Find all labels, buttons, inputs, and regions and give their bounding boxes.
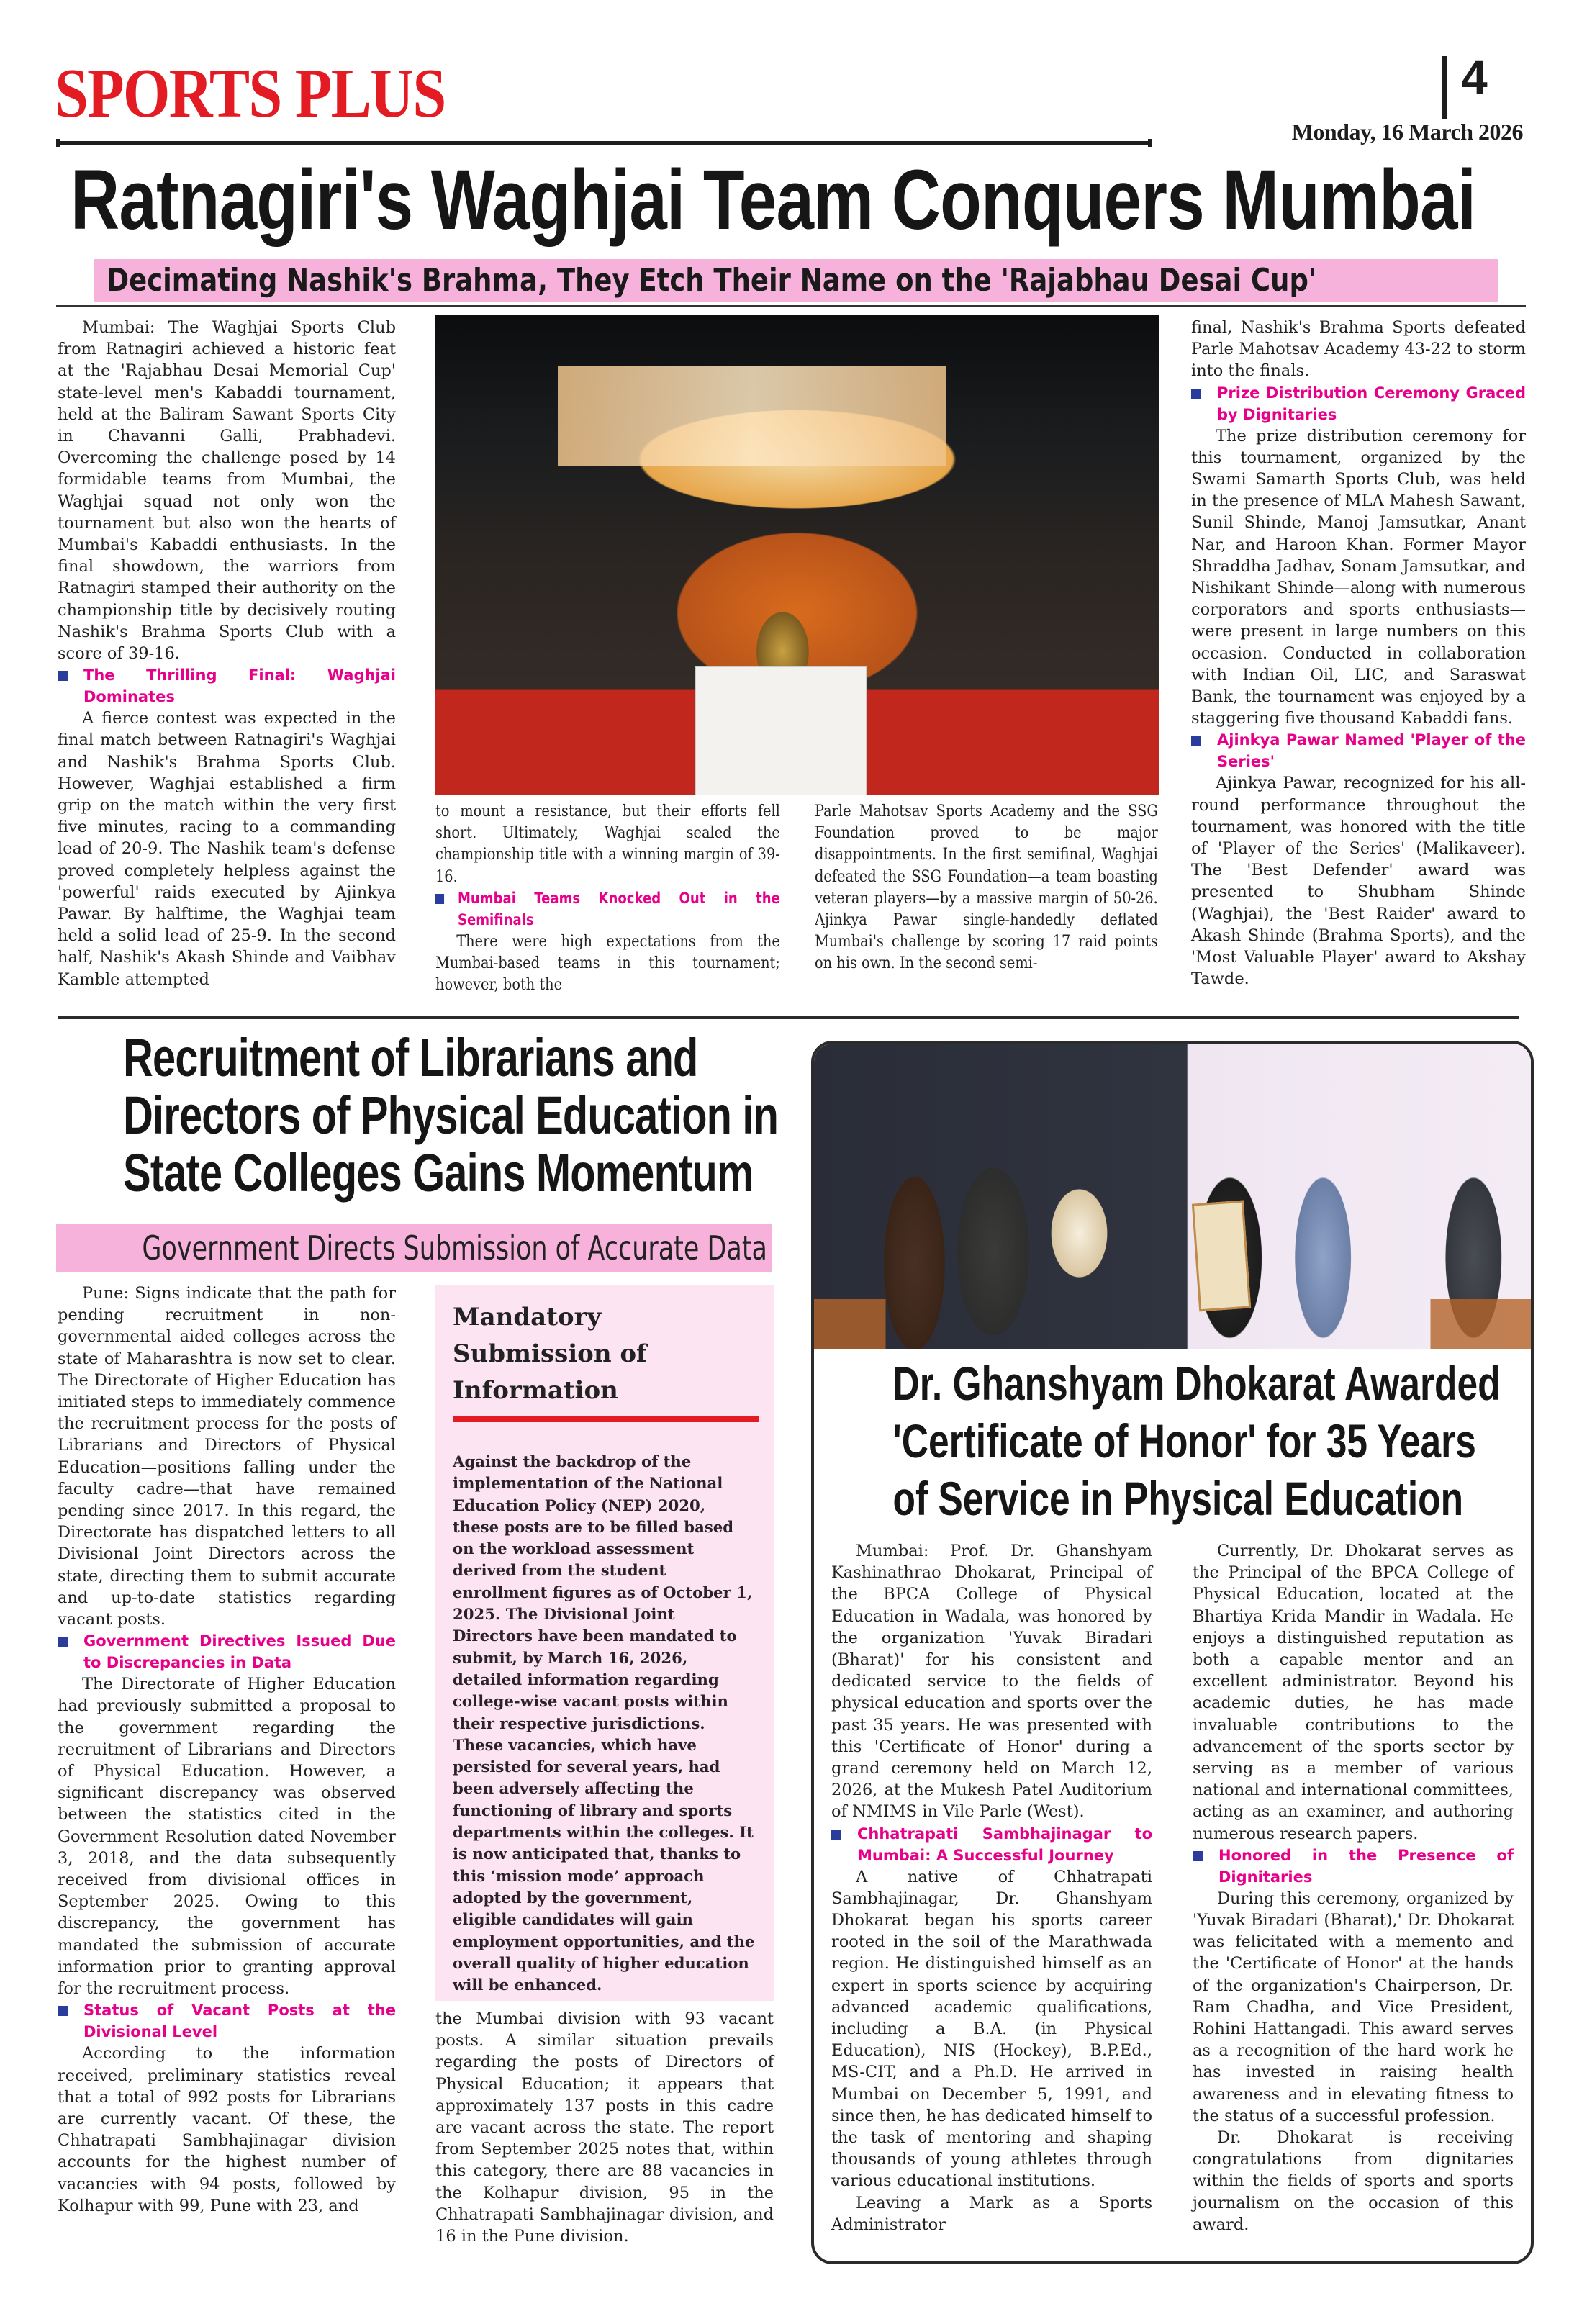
article-paragraph: Dr. Dhokarat is receiving congratulations from dignitaries within the fields of sports and sports journalism on the occasion of this award.: [1193, 2128, 1514, 2234]
story3-column-2: [1193, 1540, 1514, 2235]
section-divider: [58, 1016, 1519, 1019]
story3-headline: Dr. Ghanshyam Dhokarat Awarded 'Certificate of Honor' for 35 Years of Service in Physical Education: [892, 1357, 1501, 1525]
article-paragraph: Mumbai: The Waghjai Sports Club from Ratnagiri achieved a historic feat at the 'Rajabhau Desai Memorial Cup' state-level men's Kabaddi tournament, held at the Baliram Sawant Sports City in Chavanni Galli, Prabhadevi. Overcoming the challenge posed by 14 formidable teams from Mumbai, the Waghjai squad not only won the tournament but also won the hearts of Mumbai's Kabaddi enthusiasts. In the final showdown, the warriors from Ratnagiri stamped their authority on the championship title by decisively routing Nashik's Brahma Sports Club with a score of 39-16.: [58, 318, 396, 664]
article-paragraph: final, Nashik's Brahma Sports defeated Parle Mahotsav Academy 43-22 to storm into the finals.: [1191, 318, 1526, 381]
masthead-rule: [56, 141, 1152, 145]
story1-column-1: [58, 317, 396, 990]
section-subhead: The Thrilling Final: Waghjai Dominates: [58, 664, 396, 707]
square-bullet-icon: [1193, 1851, 1203, 1861]
article-paragraph: The prize distribution ceremony for this tournament, organized by the Swami Samarth Sports Club, was held in the presence of MLA Mahesh Sawant, Sunil Shinde, Manoj Jamsutkar, Anant Nar, and Haroon Khan. Former Mayor Shraddha Jadhav, Sonam Jamsutkar, and Nishikant Shinde—along with numerous corporators and sports enthusiasts—were present in large numbers on this occasion. Conducted in collaboration with Indian Oil, LIC, and Saraswat Bank, the tournament was enjoyed by a staggering five thousand Kabaddi fans.: [1191, 426, 1526, 728]
article-paragraph: A native of Chhatrapati Sambhajinagar, Dr. Ghanshyam Dhokarat began his sports career rooted in the soil of the Marathwada region. He distinguished himself as an expert in sports science by acquiring advanced academic qualifications, including a B.A. (in Physical Education), NIS (Hockey), B.P.Ed., MS-CIT, and a Ph.D. He arrived in Mumbai on December 5, 1991, and since then, he has dedicated himself to the task of mentoring and shaping thousands of young athletes through various educational institutions.: [831, 1867, 1152, 2191]
square-bullet-icon: [831, 1830, 841, 1840]
article-paragraph: Currently, Dr. Dhokarat serves as the Principal of the BPCA College of Physical Education, located at the Bhartiya Krida Mandir in Wadala. He enjoys a distinguished reputation as both a capable mentor and an excellent administrator. Beyond his academic duties, he has made invaluable contributions to the advancement of the sports sector by serving as a member of various national and international committees, acting as an examiner, and authoring numerous research papers.: [1193, 1542, 1514, 1843]
article-paragraph: Mumbai: Prof. Dr. Ghanshyam Kashinathrao Dhokarat, Principal of the BPCA College of Physical Education in Wadala, was honored by the organization 'Yuvak Biradari (Bharat)' for his consistent and dedicated service to the fields of physical education and sports over the past 35 years. He was presented with this 'Certificate of Honor' during a grand ceremony held on March 12, 2026, at the Mukesh Patel Auditorium of NMIMS in Vile Parle (West).: [831, 1542, 1152, 1822]
article-paragraph: During this ceremony, organized by 'Yuvak Biradari (Bharat),' Dr. Dhokarat was felicitated with a memento and the 'Certificate of Honor' at the hands of the organization's Chairperson, Dr. Ram Chadha, and Vice President, Rohini Hattangadi. This award serves as a recognition of the hard work he has invested in raising health awareness and in elevating fitness to the status of a successful profession.: [1193, 1889, 1514, 2125]
issue-date: Monday, 16 March 2026: [1291, 119, 1523, 145]
article-paragraph: Pune: Signs indicate that the path for pending recruitment in non-governmental aided colleges across the state of Maharashtra is now set to clear. The Directorate of Higher Education has initiated steps to immediately commence the recruitment process for the posts of Librarians and Directors of Physical Education—positions falling under the faculty cadre—that have remained pending since 2017. In this regard, the Directorate has dispatched letters to all Divisional Joint Directors across the state, directing them to submit accurate and up-to-date statistics regarding vacant posts.: [58, 1284, 396, 1629]
page-number: 4: [1461, 50, 1488, 104]
sidebar-title: Mandatory Submission of Information: [453, 1303, 647, 1405]
section-subhead: Status of Vacant Posts at the Divisional Level: [58, 1999, 396, 2043]
info-sidebar-box: [435, 1285, 774, 2001]
square-bullet-icon: [58, 1637, 68, 1647]
story1-headline: Ratnagiri's Waghjai Team Conquers Mumbai: [71, 153, 1476, 248]
article-paragraph: According to the information received, preliminary statistics reveal that a total of 992 posts for Librarians are currently vacant. Of these, the Chhatrapati Sambhajinagar division accounts for the highest number of vacancies with 94 posts, followed by Kolhapur with 99, Pune with 23, and: [58, 2044, 396, 2215]
story1-column-4: [1191, 317, 1526, 990]
story2-headline: Recruitment of Librarians and Directors of Physical Education in State Colleges Gains Momentum: [123, 1028, 779, 1203]
article-paragraph: The Directorate of Higher Education had previously submitted a proposal to the government regarding the recruitment of Librarians and Directors of Physical Education. However, a significant discrepancy was observed between the statistics cited in the Government Resolution dated November 3, 2018, and the data subsequently received from divisional offices in September 2025. Owing to this discrepancy, the government has mandated the submission of accurate information prior to granting approval for the recruitment process.: [58, 1675, 396, 1999]
section-subhead: Government Directives Issued Due to Discrepancies in Data: [58, 1630, 396, 1673]
article-paragraph: to mount a resistance, but their efforts fell short. Ultimately, Waghjai sealed the championship title with a winning margin of 39-16.: [435, 802, 780, 886]
story2-column-2: [435, 2008, 774, 2247]
section-subhead: Honored in the Presence of Dignitaries: [1193, 1845, 1514, 1888]
square-bullet-icon: [1191, 389, 1201, 399]
story1-subheadline-bar: [94, 259, 1498, 302]
page-number-divider: [1442, 56, 1447, 119]
sidebar-body: Against the backdrop of the implementation of the National Education Policy (NEP) 2020, these posts are to be filled based on the workload assessment derived from the student enrollment figures as of October 1, 2025. The Divisional Joint Directors have been mandated to submit, by March 16, 2026, detailed information regarding college-wise vacant posts within their respective jurisdictions. These vacancies, which have persisted for several years, had been adversely affecting the functioning of library and sports departments within the colleges. It is now anticipated that, thanks to this ‘mission mode’ approach adopted by the government, eligible candidates will gain employment opportunities, and the overall quality of higher education will be enhanced.: [453, 1452, 755, 1994]
section-subhead: Prize Distribution Ceremony Graced by Dignitaries: [1191, 382, 1526, 425]
kabaddi-team-photo: [435, 315, 1159, 795]
auditorium-seats: [814, 1299, 1531, 1349]
prize-cheque: [695, 666, 867, 795]
story2-column-1: [58, 1283, 396, 2217]
square-bullet-icon: [435, 894, 444, 904]
award-ceremony-photo: [814, 1044, 1531, 1349]
section-subhead: Mumbai Teams Knocked Out in the Semifinals: [435, 887, 780, 931]
square-bullet-icon: [1191, 736, 1201, 746]
story3-column-1: [831, 1540, 1152, 2235]
story3-card: [811, 1041, 1534, 2264]
section-logo: SPORTS PLUS: [55, 55, 446, 132]
story2-subheadline-bar: [56, 1224, 772, 1272]
stage-banner: [558, 366, 946, 466]
story1-column-2: [435, 800, 781, 995]
story1-column-3: [815, 800, 1159, 975]
square-bullet-icon: [58, 671, 68, 681]
story2-subheadline: Government Directs Submission of Accurate Data: [142, 1229, 767, 1267]
section-subhead: Ajinkya Pawar Named 'Player of the Series': [1191, 729, 1526, 772]
article-paragraph: There were high expectations from the Mumbai-based teams in this tournament; however, both the: [435, 931, 780, 995]
section-subhead: Chhatrapati Sambhajinagar to Mumbai: A Successful Journey: [831, 1823, 1152, 1866]
story1-subheadline: Decimating Nashik's Brahma, They Etch Their Name on the 'Rajabhau Desai Cup': [107, 262, 1317, 299]
article-paragraph: Parle Mahotsav Sports Academy and the SSG Foundation proved to be major disappointments. In the first semifinal, Waghjai defeated the SSG Foundation—a team boasting veteran players—by a massive margin of 50-26. Ajinkya Pawar single-handedly deflated Mumbai's challenge by scoring 17 raid points on his own. In the second semi-: [815, 802, 1158, 973]
sidebar-red-rule: [453, 1416, 759, 1422]
certificate-of-honor: [1192, 1201, 1251, 1312]
article-paragraph: A fierce contest was expected in the final match between Ratnagiri's Waghjai and Nashik's Brahma Sports Club. However, Waghjai established a firm grip on the match within the very first five minutes, racing to a commanding lead of 20-9. The Nashik team's defense proved completely helpless against the 'powerful' raids executed by Ajinkya Pawar. By halftime, the Waghjai team held a solid lead of 25-9. In the second half, Nashik's Akash Shinde and Vaibhav Kamble attempted: [58, 709, 396, 989]
square-bullet-icon: [58, 2006, 68, 2016]
article-paragraph: Leaving a Mark as a Sports Administrator: [831, 2193, 1152, 2234]
story1-subheadline-rule: [56, 305, 1526, 307]
article-paragraph: the Mumbai division with 93 vacant posts. A similar situation prevails regarding the posts of Directors of Physical Education; it appears that approximately 137 posts in this cadre are vacant across the state. The report from September 2025 notes that, within this category, there are 88 vacancies in the Kolhapur division, 95 in the Chhatrapati Sambhajinagar division, and 16 in the Pune division.: [435, 2009, 774, 2246]
article-paragraph: Ajinkya Pawar, recognized for his all-round performance throughout the tournament, was honored with the title of 'Player of the Series' (Malikaveer). The 'Best Defender' award was presented to Shubham Shinde (Waghjai), the 'Best Raider' award to Akash Shinde (Brahma Sports), and the 'Most Valuable Player' award to Akshay Tawde.: [1191, 774, 1526, 989]
